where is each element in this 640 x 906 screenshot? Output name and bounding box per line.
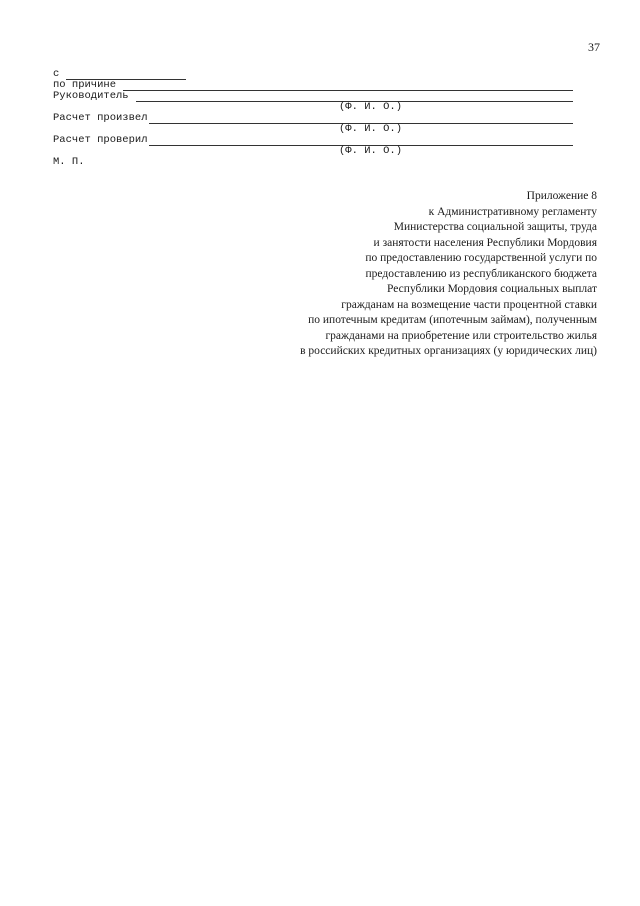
appendix-line: Республики Мордовия социальных выплат [387,283,597,295]
since-label: с [53,68,60,80]
appendix-header [197,189,597,360]
appendix-line: к Административному регламенту [428,205,597,218]
reason-label: по причине [53,79,117,91]
appendix-line: Приложение 8 [526,190,597,202]
since-date-line [53,69,573,80]
page-number: 37 [588,40,600,54]
head-fio-caption: (Ф. И. О.) [339,101,403,113]
calculation-signature-form [53,69,573,168]
appendix-line: Министерства социальной защиты, труда [393,221,597,233]
checked-by-line [53,135,573,146]
appendix-line: предоставлению из республиканского бюджета [365,267,597,280]
appendix-line: по предоставлению государственной услуги по [365,252,597,264]
checked-by-fio-caption: (Ф. И. О.) [339,145,403,157]
calculated-by-label: Расчет произвел [53,112,148,124]
seal-place-label: М. П. [53,156,85,168]
reason-blank [123,81,573,91]
reason-line [53,80,573,91]
checked-by-label: Расчет проверил [53,134,148,146]
calculated-by-line [53,113,573,124]
appendix-line: в российских кредитных организациях (у юридических лиц) [300,345,597,357]
appendix-line: по ипотечным кредитам (ипотечным займам), полученным [308,314,597,326]
appendix-line: и занятости населения Республики Мордовия [373,236,597,249]
head-label: Руководитель [53,90,129,102]
head-line [53,91,573,102]
calculated-by-fio-caption: (Ф. И. О.) [339,123,403,135]
appendix-line: гражданами на приобретение или строительство жилья [325,329,597,342]
appendix-line: гражданам на возмещение части процентной ставки [341,298,597,311]
